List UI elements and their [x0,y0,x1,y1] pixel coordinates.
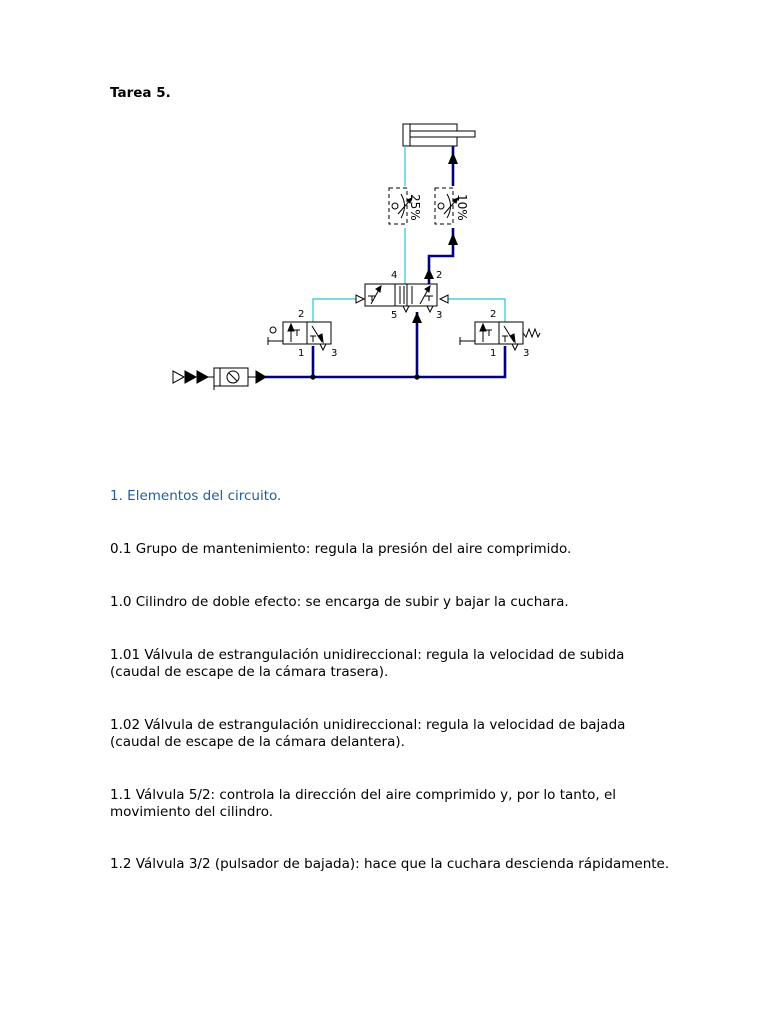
list-item: 1.0 Cilindro de doble efecto: se encarga de subir y bajar la cuchara. [110,594,569,610]
port-label-3: 3 [523,348,530,359]
pneumatic-circuit-diagram [160,115,560,405]
valve-3-2-left [268,322,331,350]
list-item: 0.1 Grupo de mantenimiento: regula la presión del aire comprimido. [110,541,572,557]
list-item: 1.1 Válvula 5/2: controla la dirección del aire comprimido y, por lo tanto, el movimiento del cilindro. [110,787,617,820]
throttle-right-percent: 10% [455,194,469,221]
list-item: 1.01 Válvula de estrangulación unidireccional: regula la velocidad de subida (caudal de escape de la cámara trasera). [110,647,625,680]
port-label-3: 3 [436,310,443,321]
flow-arrows [412,152,458,323]
page-title: Tarea 5. [110,85,171,101]
port-label-2: 2 [436,270,443,281]
port-label-5: 5 [391,310,398,321]
throttle-left-percent: 25% [408,194,422,221]
port-label-1: 1 [298,348,305,359]
port-label-1: 1 [490,348,497,359]
list-item: 1.02 Válvula de estrangulación unidireccional: regula la velocidad de bajada (caudal de escape de la cámara delantera). [110,717,626,750]
throttle-check-valve-right [435,188,458,224]
double-acting-cylinder [403,124,475,146]
junction-dot [310,374,315,379]
port-label-2: 2 [490,309,497,320]
port-label-3: 3 [331,348,338,359]
valve-5-2 [356,284,448,312]
pressure-lines [264,146,505,377]
junction-dot [414,374,419,379]
port-label-4: 4 [391,270,398,281]
air-supply-and-service-unit [173,368,266,390]
section-heading: 1. Elementos del circuito. [110,488,282,504]
pilot-lines [313,146,505,322]
list-item: 1.2 Válvula 3/2 (pulsador de bajada): hace que la cuchara descienda rápidamente. [110,856,670,872]
valve-3-2-right [460,322,540,350]
port-label-2: 2 [298,309,305,320]
